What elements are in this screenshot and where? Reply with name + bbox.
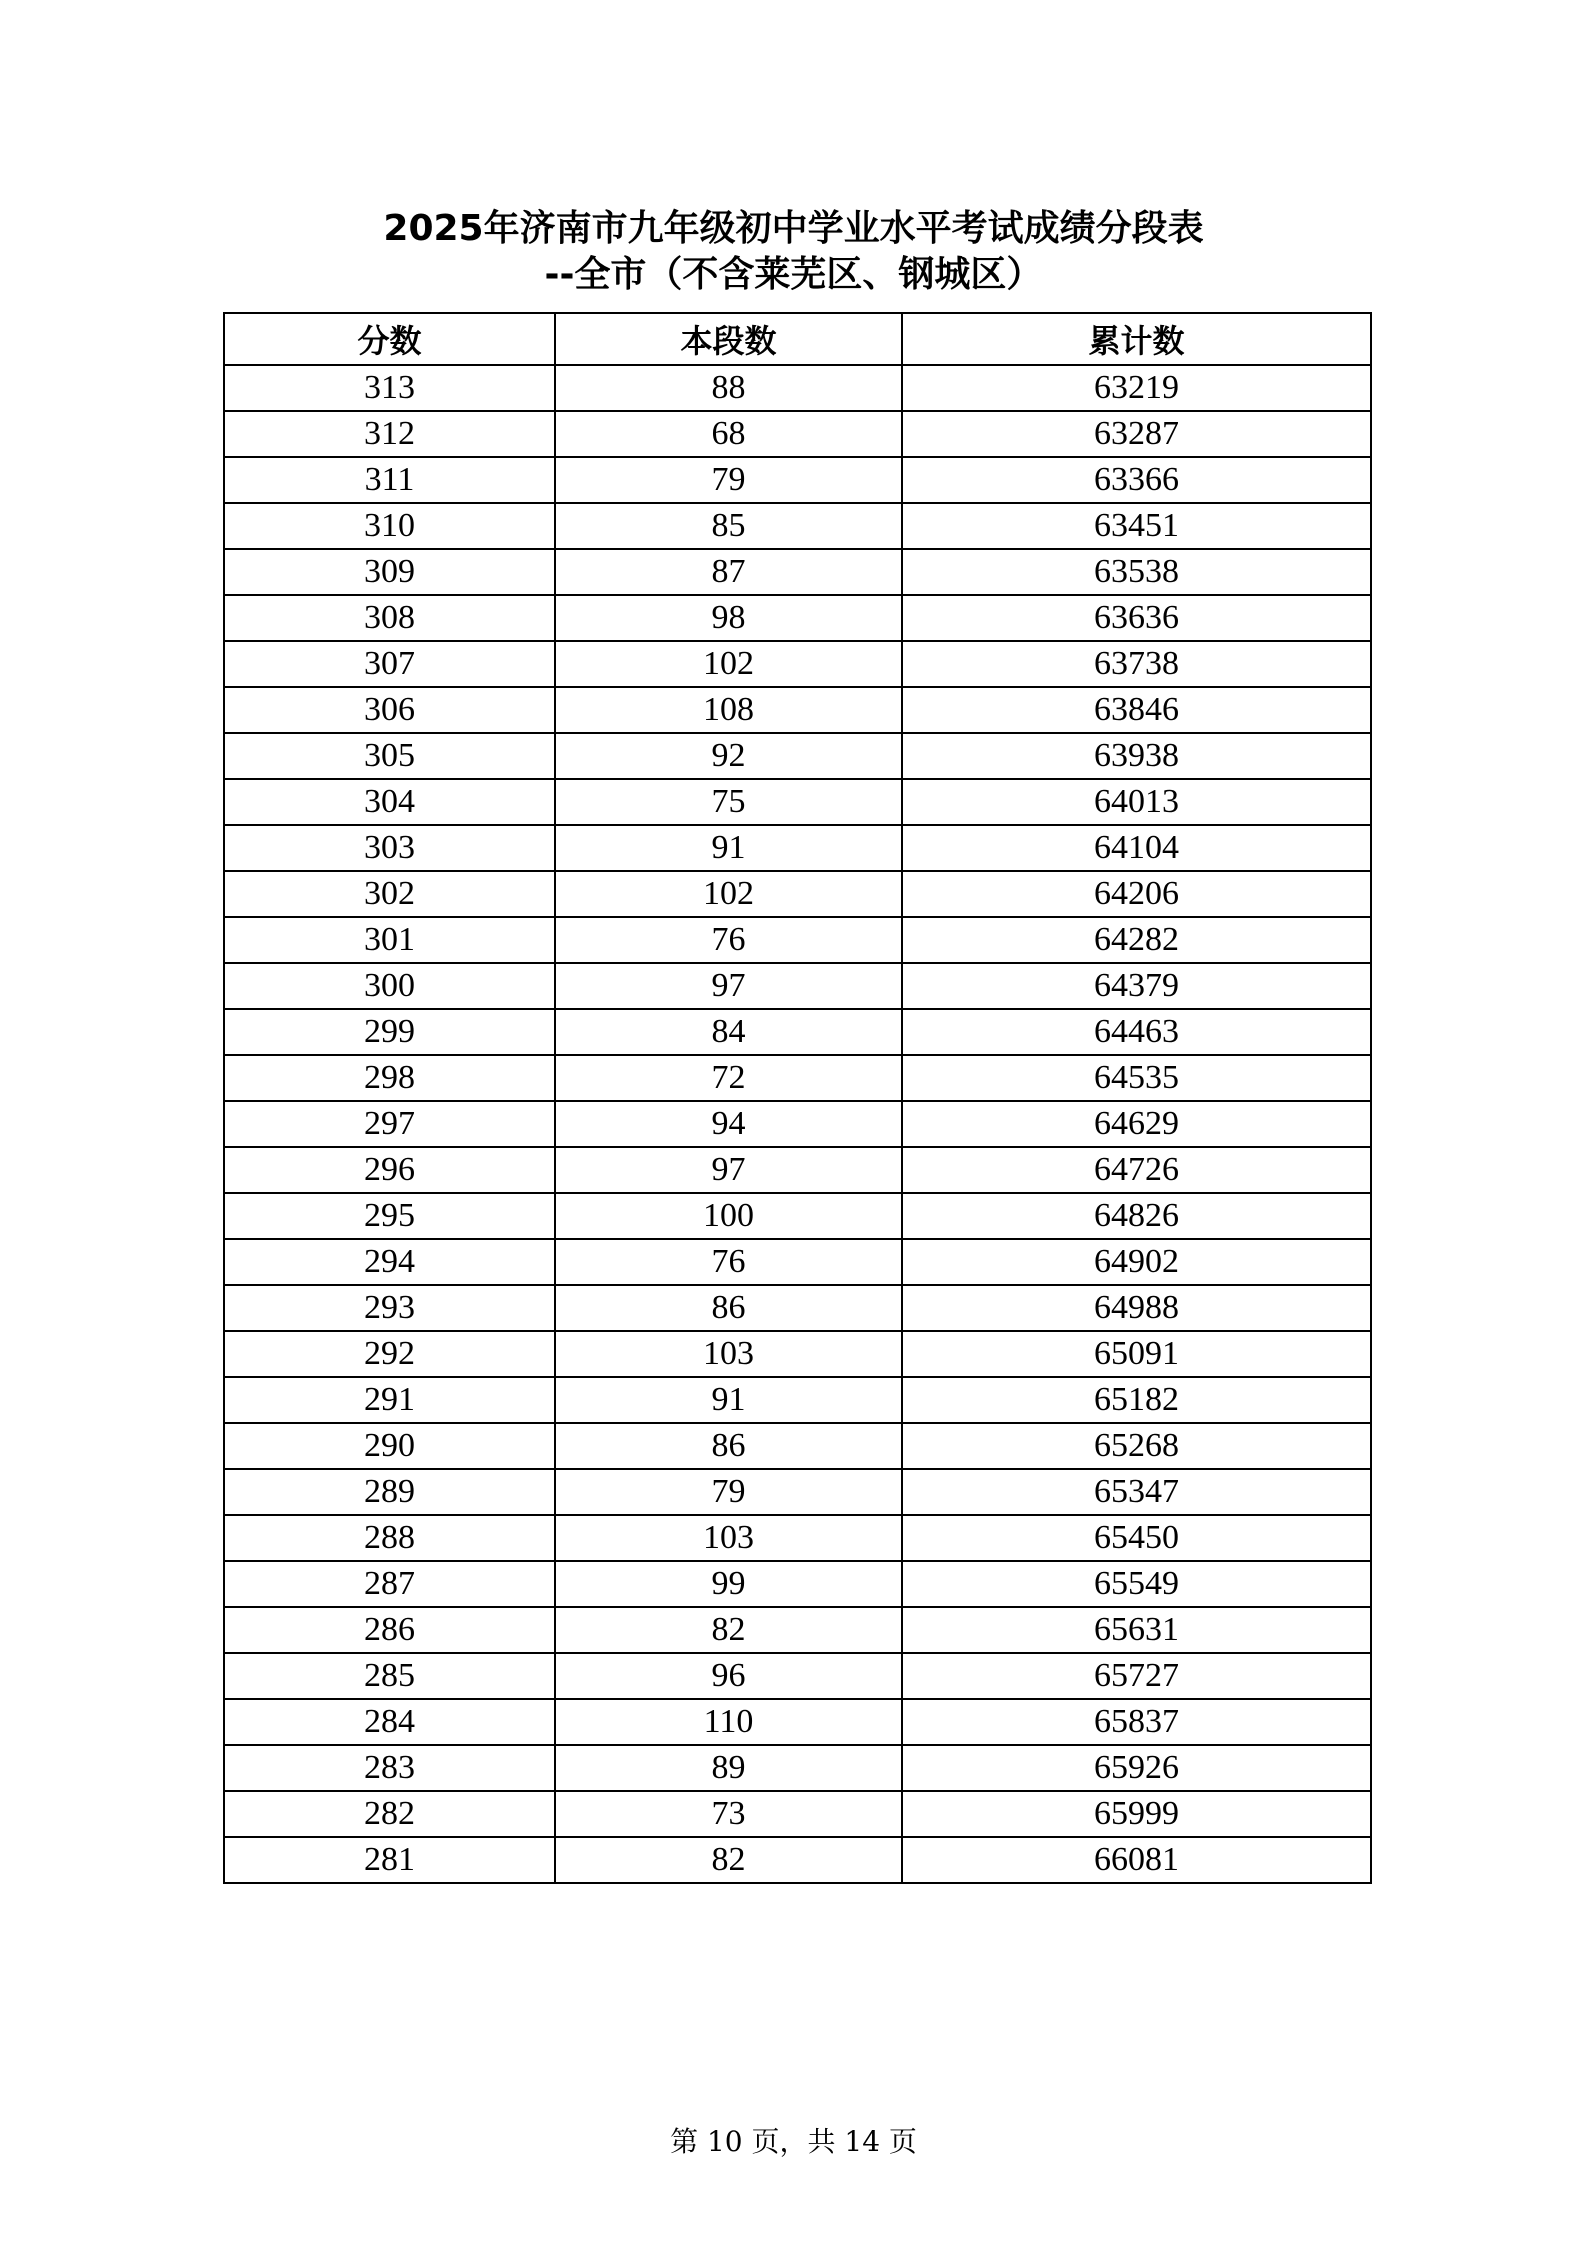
cell-segment-count: 68 [555, 411, 902, 457]
cell-segment-count: 96 [555, 1653, 902, 1699]
table-row [224, 1607, 1371, 1653]
cell-score: 290 [224, 1423, 555, 1469]
cell-score: 298 [224, 1055, 555, 1101]
cell-segment-count: 82 [555, 1837, 902, 1883]
cell-score: 294 [224, 1239, 555, 1285]
cell-cumulative-count: 65727 [902, 1653, 1371, 1699]
cell-score: 301 [224, 917, 555, 963]
table-row [224, 1699, 1371, 1745]
header-score: 分数 [224, 313, 555, 365]
table-row [224, 1055, 1371, 1101]
cell-cumulative-count: 65549 [902, 1561, 1371, 1607]
cell-score: 311 [224, 457, 555, 503]
page-footer [0, 2124, 1587, 2160]
cell-cumulative-count: 64726 [902, 1147, 1371, 1193]
cell-score: 310 [224, 503, 555, 549]
cell-segment-count: 86 [555, 1423, 902, 1469]
cell-cumulative-count: 64535 [902, 1055, 1371, 1101]
cell-cumulative-count: 65182 [902, 1377, 1371, 1423]
cell-score: 306 [224, 687, 555, 733]
cell-cumulative-count: 64282 [902, 917, 1371, 963]
cell-cumulative-count: 63219 [902, 365, 1371, 411]
table-row [224, 963, 1371, 1009]
table-row [224, 1193, 1371, 1239]
cell-score: 313 [224, 365, 555, 411]
cell-score: 312 [224, 411, 555, 457]
table-row [224, 1147, 1371, 1193]
header-segment-count: 本段数 [555, 313, 902, 365]
cell-cumulative-count: 64379 [902, 963, 1371, 1009]
cell-cumulative-count: 63451 [902, 503, 1371, 549]
cell-segment-count: 87 [555, 549, 902, 595]
cell-segment-count: 76 [555, 1239, 902, 1285]
cell-score: 295 [224, 1193, 555, 1239]
cell-cumulative-count: 64104 [902, 825, 1371, 871]
cell-score: 286 [224, 1607, 555, 1653]
cell-segment-count: 79 [555, 1469, 902, 1515]
table-header-row [224, 313, 1371, 365]
table-row [224, 687, 1371, 733]
cell-cumulative-count: 65837 [902, 1699, 1371, 1745]
cell-cumulative-count: 65999 [902, 1791, 1371, 1837]
cell-cumulative-count: 65926 [902, 1745, 1371, 1791]
page-subtitle: --全市（不含莱芜区、钢城区） [544, 254, 1043, 295]
table-row [224, 549, 1371, 595]
cell-cumulative-count: 64013 [902, 779, 1371, 825]
cell-segment-count: 82 [555, 1607, 902, 1653]
table-row [224, 733, 1371, 779]
table-row [224, 779, 1371, 825]
cell-cumulative-count: 64206 [902, 871, 1371, 917]
table-row [224, 1745, 1371, 1791]
cell-segment-count: 85 [555, 503, 902, 549]
table-row [224, 1423, 1371, 1469]
cell-score: 299 [224, 1009, 555, 1055]
cell-cumulative-count: 65347 [902, 1469, 1371, 1515]
cell-segment-count: 102 [555, 871, 902, 917]
cell-cumulative-count: 64629 [902, 1101, 1371, 1147]
table-row [224, 457, 1371, 503]
cell-score: 307 [224, 641, 555, 687]
cell-segment-count: 103 [555, 1331, 902, 1377]
cell-score: 302 [224, 871, 555, 917]
cell-segment-count: 108 [555, 687, 902, 733]
table-body [224, 365, 1371, 1883]
cell-score: 296 [224, 1147, 555, 1193]
cell-cumulative-count: 65631 [902, 1607, 1371, 1653]
cell-score: 283 [224, 1745, 555, 1791]
cell-cumulative-count: 64463 [902, 1009, 1371, 1055]
cell-cumulative-count: 63538 [902, 549, 1371, 595]
cell-segment-count: 89 [555, 1745, 902, 1791]
cell-score: 288 [224, 1515, 555, 1561]
cell-segment-count: 100 [555, 1193, 902, 1239]
cell-score: 304 [224, 779, 555, 825]
cell-segment-count: 91 [555, 1377, 902, 1423]
table-row [224, 1239, 1371, 1285]
cell-cumulative-count: 64988 [902, 1285, 1371, 1331]
cell-segment-count: 110 [555, 1699, 902, 1745]
cell-segment-count: 102 [555, 641, 902, 687]
header-cumulative-count: 累计数 [902, 313, 1371, 365]
table-header [224, 313, 1371, 365]
cell-score: 281 [224, 1837, 555, 1883]
cell-segment-count: 92 [555, 733, 902, 779]
cell-segment-count: 94 [555, 1101, 902, 1147]
cell-score: 293 [224, 1285, 555, 1331]
cell-score: 285 [224, 1653, 555, 1699]
cell-segment-count: 75 [555, 779, 902, 825]
table-row [224, 365, 1371, 411]
cell-segment-count: 86 [555, 1285, 902, 1331]
cell-segment-count: 73 [555, 1791, 902, 1837]
cell-cumulative-count: 65450 [902, 1515, 1371, 1561]
cell-cumulative-count: 63366 [902, 457, 1371, 503]
page-title: 2025年济南市九年级初中学业水平考试成绩分段表 [383, 208, 1204, 249]
cell-cumulative-count: 63938 [902, 733, 1371, 779]
cell-segment-count: 91 [555, 825, 902, 871]
cell-segment-count: 103 [555, 1515, 902, 1561]
cell-cumulative-count: 64826 [902, 1193, 1371, 1239]
cell-score: 282 [224, 1791, 555, 1837]
score-distribution-table [223, 312, 1372, 1884]
cell-segment-count: 79 [555, 457, 902, 503]
cell-score: 297 [224, 1101, 555, 1147]
table-row [224, 1469, 1371, 1515]
cell-score: 284 [224, 1699, 555, 1745]
page-number-text: 第 10 页，共 14 页 [670, 2125, 917, 2158]
cell-score: 309 [224, 549, 555, 595]
cell-cumulative-count: 63287 [902, 411, 1371, 457]
cell-cumulative-count: 63636 [902, 595, 1371, 641]
cell-cumulative-count: 65091 [902, 1331, 1371, 1377]
table-row [224, 825, 1371, 871]
cell-cumulative-count: 66081 [902, 1837, 1371, 1883]
cell-cumulative-count: 63846 [902, 687, 1371, 733]
table-row [224, 1009, 1371, 1055]
table-row [224, 1791, 1371, 1837]
cell-cumulative-count: 65268 [902, 1423, 1371, 1469]
table-row [224, 1101, 1371, 1147]
cell-segment-count: 76 [555, 917, 902, 963]
cell-cumulative-count: 63738 [902, 641, 1371, 687]
cell-segment-count: 99 [555, 1561, 902, 1607]
table-row [224, 1285, 1371, 1331]
table-row [224, 1515, 1371, 1561]
table-row [224, 1377, 1371, 1423]
cell-segment-count: 97 [555, 963, 902, 1009]
table-row [224, 1837, 1371, 1883]
table-row [224, 871, 1371, 917]
table-row [224, 595, 1371, 641]
cell-segment-count: 97 [555, 1147, 902, 1193]
cell-score: 305 [224, 733, 555, 779]
table-row [224, 411, 1371, 457]
cell-score: 303 [224, 825, 555, 871]
cell-score: 287 [224, 1561, 555, 1607]
cell-segment-count: 84 [555, 1009, 902, 1055]
table-row [224, 641, 1371, 687]
cell-score: 300 [224, 963, 555, 1009]
cell-segment-count: 88 [555, 365, 902, 411]
cell-score: 308 [224, 595, 555, 641]
cell-segment-count: 72 [555, 1055, 902, 1101]
table-row [224, 1653, 1371, 1699]
table-row [224, 1561, 1371, 1607]
table-row [224, 1331, 1371, 1377]
cell-cumulative-count: 64902 [902, 1239, 1371, 1285]
cell-score: 292 [224, 1331, 555, 1377]
table-row [224, 917, 1371, 963]
table-row [224, 503, 1371, 549]
cell-segment-count: 98 [555, 595, 902, 641]
cell-score: 289 [224, 1469, 555, 1515]
cell-score: 291 [224, 1377, 555, 1423]
